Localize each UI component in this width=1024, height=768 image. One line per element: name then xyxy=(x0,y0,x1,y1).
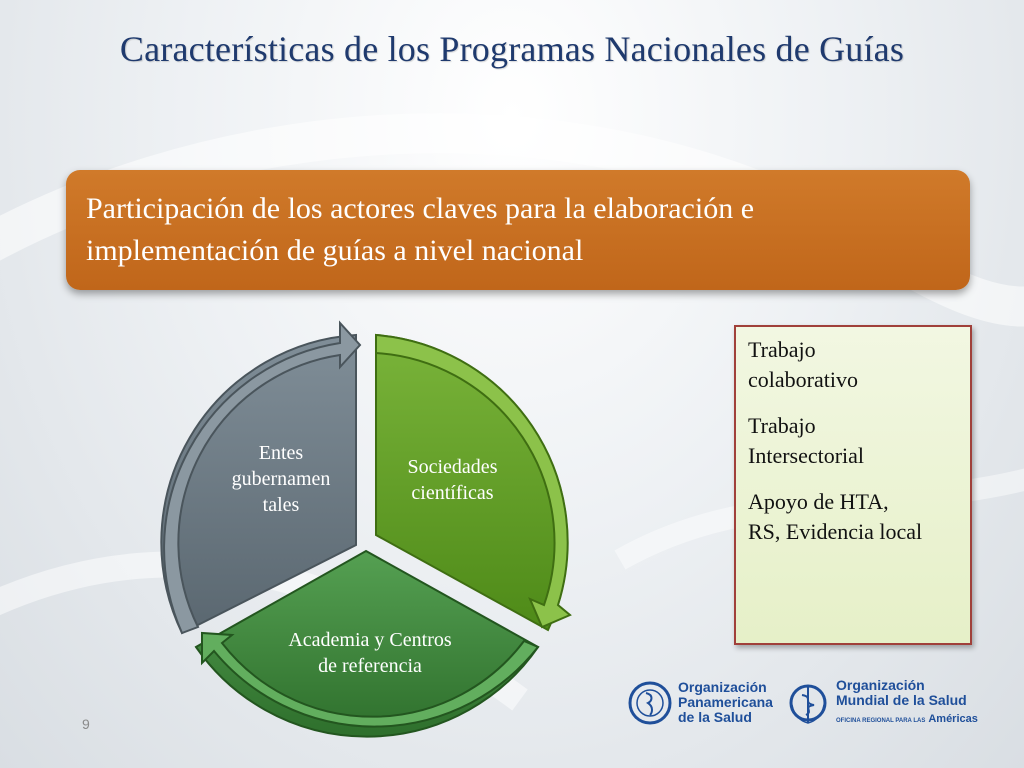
paho-name-line: Organización xyxy=(678,679,767,695)
who-regional-office-label: OFICINA REGIONAL PARA LAS xyxy=(836,718,926,724)
box-item-line: Trabajo xyxy=(748,337,816,362)
segment-label-line: Sociedades xyxy=(407,456,498,478)
box-item-line: colaborativo xyxy=(748,367,858,392)
who-region-label: Américas xyxy=(928,713,978,725)
paho-name-line: Panamericana xyxy=(678,694,773,710)
who-emblem-icon xyxy=(786,681,830,725)
box-item-line: RS, Evidencia local xyxy=(748,519,923,544)
cycle-graphic xyxy=(140,315,600,755)
segment-label-line: científicas xyxy=(411,482,494,504)
box-item xyxy=(748,335,960,395)
paho-logo xyxy=(628,680,773,725)
box-item-line: Apoyo de HTA, xyxy=(748,489,889,514)
key-message-banner xyxy=(66,170,970,290)
who-name-line: Organización xyxy=(836,677,925,693)
segment-label-line: de referencia xyxy=(318,655,422,677)
banner-line-2: implementación de guías a nivel nacional xyxy=(86,234,584,267)
paho-name-line: de la Salud xyxy=(678,709,752,725)
box-item xyxy=(748,487,960,547)
page-title: Características de los Programas Nacionales de Guías xyxy=(119,29,905,69)
segment-label-line: gubernamen xyxy=(231,468,331,490)
segment-label-line: Entes xyxy=(258,442,304,464)
segment-label-entes xyxy=(206,440,356,518)
cycle-diagram xyxy=(140,315,600,755)
page-number: 9 xyxy=(82,716,90,732)
box-item xyxy=(748,411,960,471)
paho-emblem-icon xyxy=(628,681,672,725)
segment-label-academia xyxy=(250,627,490,679)
segment-label-sociedades xyxy=(380,454,525,506)
segment-label-line: Academia y Centros xyxy=(288,629,452,651)
box-item-line: Trabajo xyxy=(748,413,816,438)
banner-line-1: Participación de los actores claves para la elaboración e xyxy=(86,192,755,225)
characteristics-box xyxy=(734,325,972,645)
segment-label-line: tales xyxy=(262,494,300,516)
who-logo xyxy=(786,678,978,727)
box-item-line: Intersectorial xyxy=(748,443,865,468)
who-name-line: Mundial de la Salud xyxy=(836,692,967,708)
